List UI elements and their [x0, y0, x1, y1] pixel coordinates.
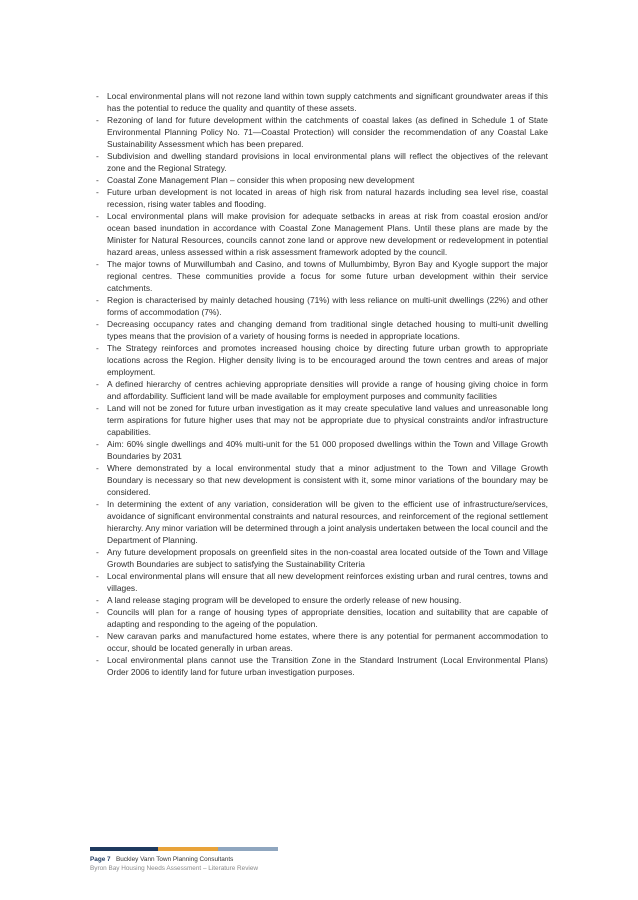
footer-bar-segment-orange [158, 847, 218, 851]
bullet-dash: - [96, 343, 99, 353]
bullet-dash: - [96, 463, 99, 473]
bullet-dash: - [96, 571, 99, 581]
bullet-list [90, 90, 548, 678]
bullet-text: Rezoning of land for future development within the catchments of coastal lakes (as defined in Schedule 1 of State Environmental Planning Policy No. 71—Coastal Protection) will consider the recommendation of any Coastal Lake Sustainability Assessment which has been prepared. [107, 115, 548, 149]
bullet-item [90, 546, 548, 570]
bullet-item [90, 630, 548, 654]
bullet-text: A defined hierarchy of centres achieving appropriate densities will provide a range of housing giving choice in form and affordability. Sufficient land will be made available for employment purposes and community facilities [107, 379, 548, 401]
bullet-text: Local environmental plans will ensure that all new development reinforces existing urban and rural centres, towns and villages. [107, 571, 548, 593]
bullet-dash: - [96, 187, 99, 197]
bullet-text: Decreasing occupancy rates and changing demand from traditional single detached housing to multi-unit dwelling types means that the provision of a variety of housing forms is needed in appropriate locations. [107, 319, 548, 341]
main-content [90, 90, 548, 678]
bullet-item [90, 606, 548, 630]
bullet-text: Aim: 60% single dwellings and 40% multi-unit for the 51 000 proposed dwellings within the Town and Village Growth Boundaries by 2031 [107, 439, 548, 461]
bullet-text: A land release staging program will be developed to ensure the orderly release of new housing. [107, 595, 462, 605]
bullet-item [90, 150, 548, 174]
bullet-text: Region is characterised by mainly detached housing (71%) with less reliance on multi-unit dwellings (22%) and other forms of accommodation (7%). [107, 295, 548, 317]
bullet-item [90, 114, 548, 150]
bullet-dash: - [96, 631, 99, 641]
bullet-text: Local environmental plans will not rezone land within town supply catchments and significant groundwater areas if this has the potential to reduce the quality and quantity of these assets. [107, 91, 548, 113]
bullet-dash: - [96, 379, 99, 389]
bullet-dash: - [96, 607, 99, 617]
bullet-item [90, 342, 548, 378]
footer-document-title: Byron Bay Housing Needs Assessment – Literature Review [90, 865, 259, 872]
bullet-dash: - [96, 547, 99, 557]
bullet-dash: - [96, 403, 99, 413]
bullet-dash: - [96, 91, 99, 101]
bullet-item [90, 594, 548, 606]
bullet-item [90, 90, 548, 114]
bullet-dash: - [96, 175, 99, 185]
bullet-text: The major towns of Murwillumbah and Casino, and towns of Mullumbimby, Byron Bay and Kyogle support the major regional centres. These communities provide a focus for some future urban development within their service catchments. [107, 259, 548, 293]
footer-color-bar [90, 847, 278, 851]
bullet-text: The Strategy reinforces and promotes increased housing choice by directing future urban growth to appropriate locations across the Region. Higher density living is to be encouraged around the town centres and areas of major employment. [107, 343, 548, 377]
footer-spacer [112, 856, 114, 863]
bullet-text: Land will not be zoned for future urban investigation as it may create speculative land values and unreasonable long term aspirations for future higher uses that may not be appropriate due to physical constraints and/or infrastructure capabilities. [107, 403, 548, 437]
bullet-dash: - [96, 151, 99, 161]
page-number: Page 7 [90, 856, 111, 863]
footer-bar-segment-blue [218, 847, 278, 851]
bullet-text: New caravan parks and manufactured home estates, where there is any potential for permanent accommodation to occur, should be located generally in urban areas. [107, 631, 548, 653]
footer-bar-segment-navy [90, 847, 158, 851]
bullet-dash: - [96, 439, 99, 449]
bullet-text: Subdivision and dwelling standard provisions in local environmental plans will reflect the objectives of the relevant zone and the Regional Strategy. [107, 151, 548, 173]
bullet-item [90, 294, 548, 318]
bullet-dash: - [96, 115, 99, 125]
bullet-text: Any future development proposals on greenfield sites in the non-coastal area located outside of the Town and Village Growth Boundaries are subject to satisfying the Sustainability Criteria [107, 547, 548, 569]
bullet-item [90, 570, 548, 594]
bullet-item [90, 186, 548, 210]
bullet-dash: - [96, 595, 99, 605]
bullet-text: In determining the extent of any variation, consideration will be given to the efficient use of infrastructure/services, avoidance of significant environmental constraints and natural resources, and reinforcement of the regional settlement hierarchy. Any minor variation will be determined through a joint analysis undertaken between the local council and the Department of Planning. [107, 499, 548, 545]
bullet-dash: - [96, 655, 99, 665]
bullet-item [90, 438, 548, 462]
bullet-text: Local environmental plans cannot use the Transition Zone in the Standard Instrument (Local Environmental Plans) Order 2006 to identify land for future urban investigation purposes. [107, 655, 548, 677]
bullet-item [90, 210, 548, 258]
bullet-text: Coastal Zone Management Plan – consider this when proposing new development [107, 175, 415, 185]
bullet-text: Local environmental plans will make provision for adequate setbacks in areas at risk from coastal erosion and/or ocean based inundation in accordance with Coastal Zone Management Plans. Until these plans are made by the Minister for Natural Resources, councils cannot zone land or approve new development or redevelopment in potential hazard areas, unless assessed within a risk assessment framework adopted by the council. [107, 211, 548, 257]
bullet-dash: - [96, 499, 99, 509]
bullet-text: Councils will plan for a range of housing types of appropriate densities, location and suitability that are capable of adapting and responding to the ageing of the population. [107, 607, 548, 629]
bullet-text: Where demonstrated by a local environmental study that a minor adjustment to the Town and Village Growth Boundary is necessary so that new development is consistent with it, some minor variations of the boundary may be considered. [107, 463, 548, 497]
bullet-item [90, 258, 548, 294]
bullet-dash: - [96, 211, 99, 221]
footer-company: Buckley Vann Town Planning Consultants [115, 856, 234, 863]
page-footer [90, 855, 258, 873]
bullet-dash: - [96, 295, 99, 305]
bullet-item [90, 654, 548, 678]
bullet-item [90, 318, 548, 342]
footer-line-1 [90, 855, 258, 864]
bullet-dash: - [96, 259, 99, 269]
bullet-item [90, 378, 548, 402]
bullet-text: Future urban development is not located in areas of high risk from natural hazards including sea level rise, coastal recession, rising water tables and flooding. [107, 187, 548, 209]
bullet-item [90, 462, 548, 498]
bullet-item [90, 174, 548, 186]
bullet-dash: - [96, 319, 99, 329]
bullet-item [90, 498, 548, 546]
bullet-item [90, 402, 548, 438]
